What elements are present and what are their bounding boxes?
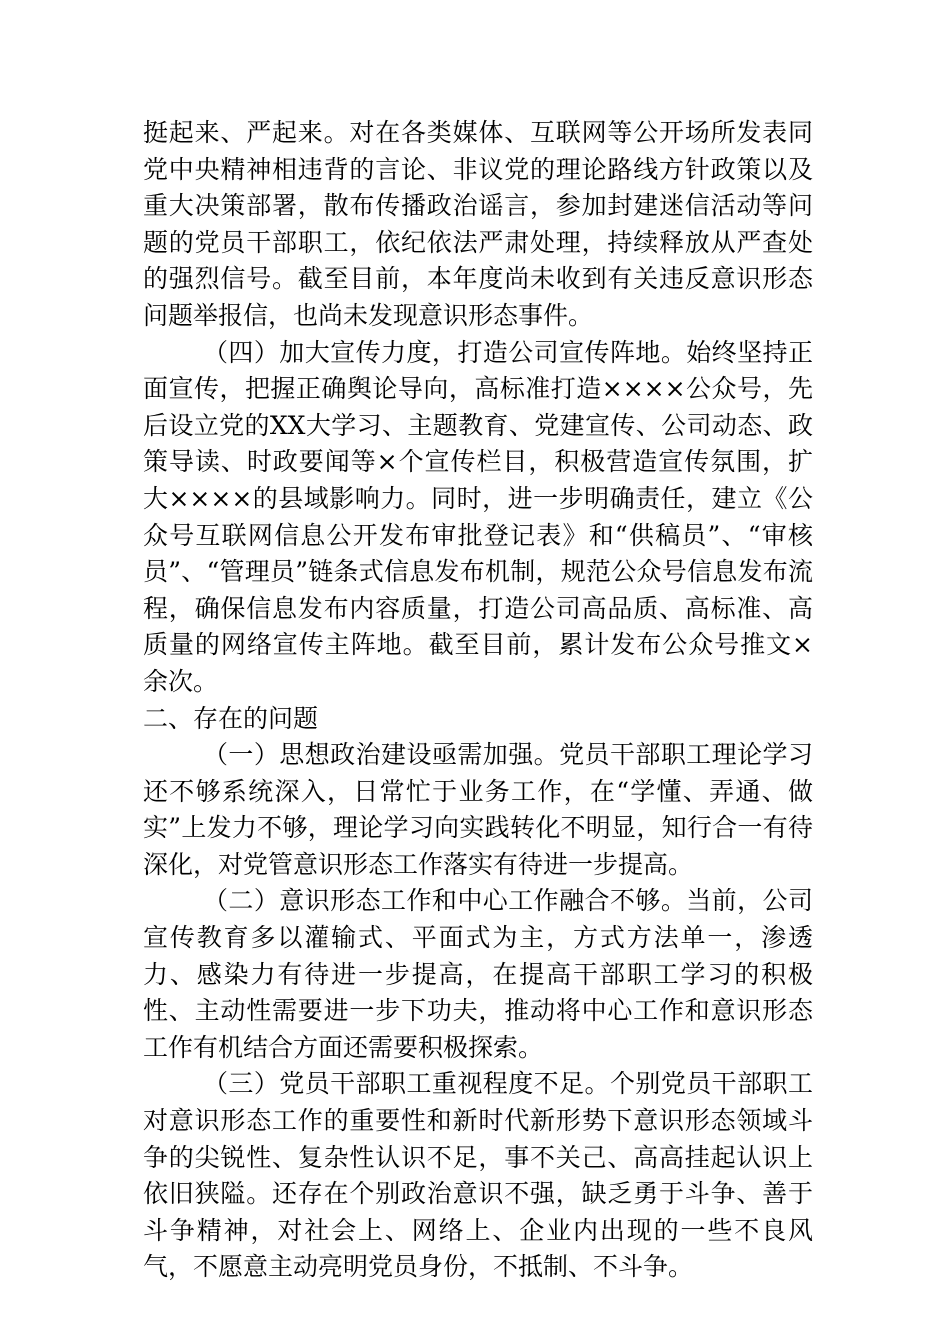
section-heading-problems: 二、存在的问题: [143, 703, 319, 733]
document-body: [143, 115, 813, 1286]
paragraph-problem-2: （二）意识形态工作和中心工作融合不够。当前，公司宣传教育多以灌输式、平面式为主，方式方法单一，渗透力、感染力有待进一步提高，在提高干部职工学习的积极性、主动性需要进一步下功夫，推动将中心工作和意识形态工作有机结合方面还需要积极探索。: [143, 886, 813, 1062]
paragraph-problem-1: （一）思想政治建设亟需加强。党员干部职工理论学习还不够系统深入，日常忙于业务工作，在“学懂、弄通、做实”上发力不够，理论学习向实践转化不明显，知行合一有待深化，对党管意识形态工作落实有待进一步提高。: [143, 740, 813, 879]
paragraph-problem-3: （三）党员干部职工重视程度不足。个别党员干部职工对意识形态工作的重要性和新时代新形势下意识形态领域斗争的尖锐性、复杂性认识不足，事不关己、高高挂起认识上依旧狭隘。还存在个别政治意识不强，缺乏勇于斗争、善于斗争精神，对社会上、网络上、企业内出现的一些不良风气，不愿意主动亮明党员身份，不抵制、不斗争。: [143, 1069, 813, 1282]
paragraph-section-4: （四）加大宣传力度，打造公司宣传阵地。始终坚持正面宣传，把握正确舆论导向，高标准打造××××公众号，先后设立党的XX大学习、主题教育、党建宣传、公司动态、政策导读、时政要闻等×个宣传栏目，积极营造宣传氛围，扩大××××的县域影响力。同时，进一步明确责任，建立《公众号互联网信息公开发布审批登记表》和“供稿员”、“审核员”、“管理员”链条式信息发布机制，规范公众号信息发布流程，确保信息发布内容质量，打造公司高品质、高标准、高质量的网络宣传主阵地。截至目前，累计发布公众号推文×余次。: [143, 337, 813, 696]
paragraph-continuation: 挺起来、严起来。对在各类媒体、互联网等公开场所发表同党中央精神相违背的言论、非议党的理论路线方针政策以及重大决策部署，散布传播政治谣言，参加封建迷信活动等问题的党员干部职工，依纪依法严肃处理，持续释放从严查处的强烈信号。截至目前，本年度尚未收到有关违反意识形态问题举报信，也尚未发现意识形态事件。: [143, 118, 813, 330]
